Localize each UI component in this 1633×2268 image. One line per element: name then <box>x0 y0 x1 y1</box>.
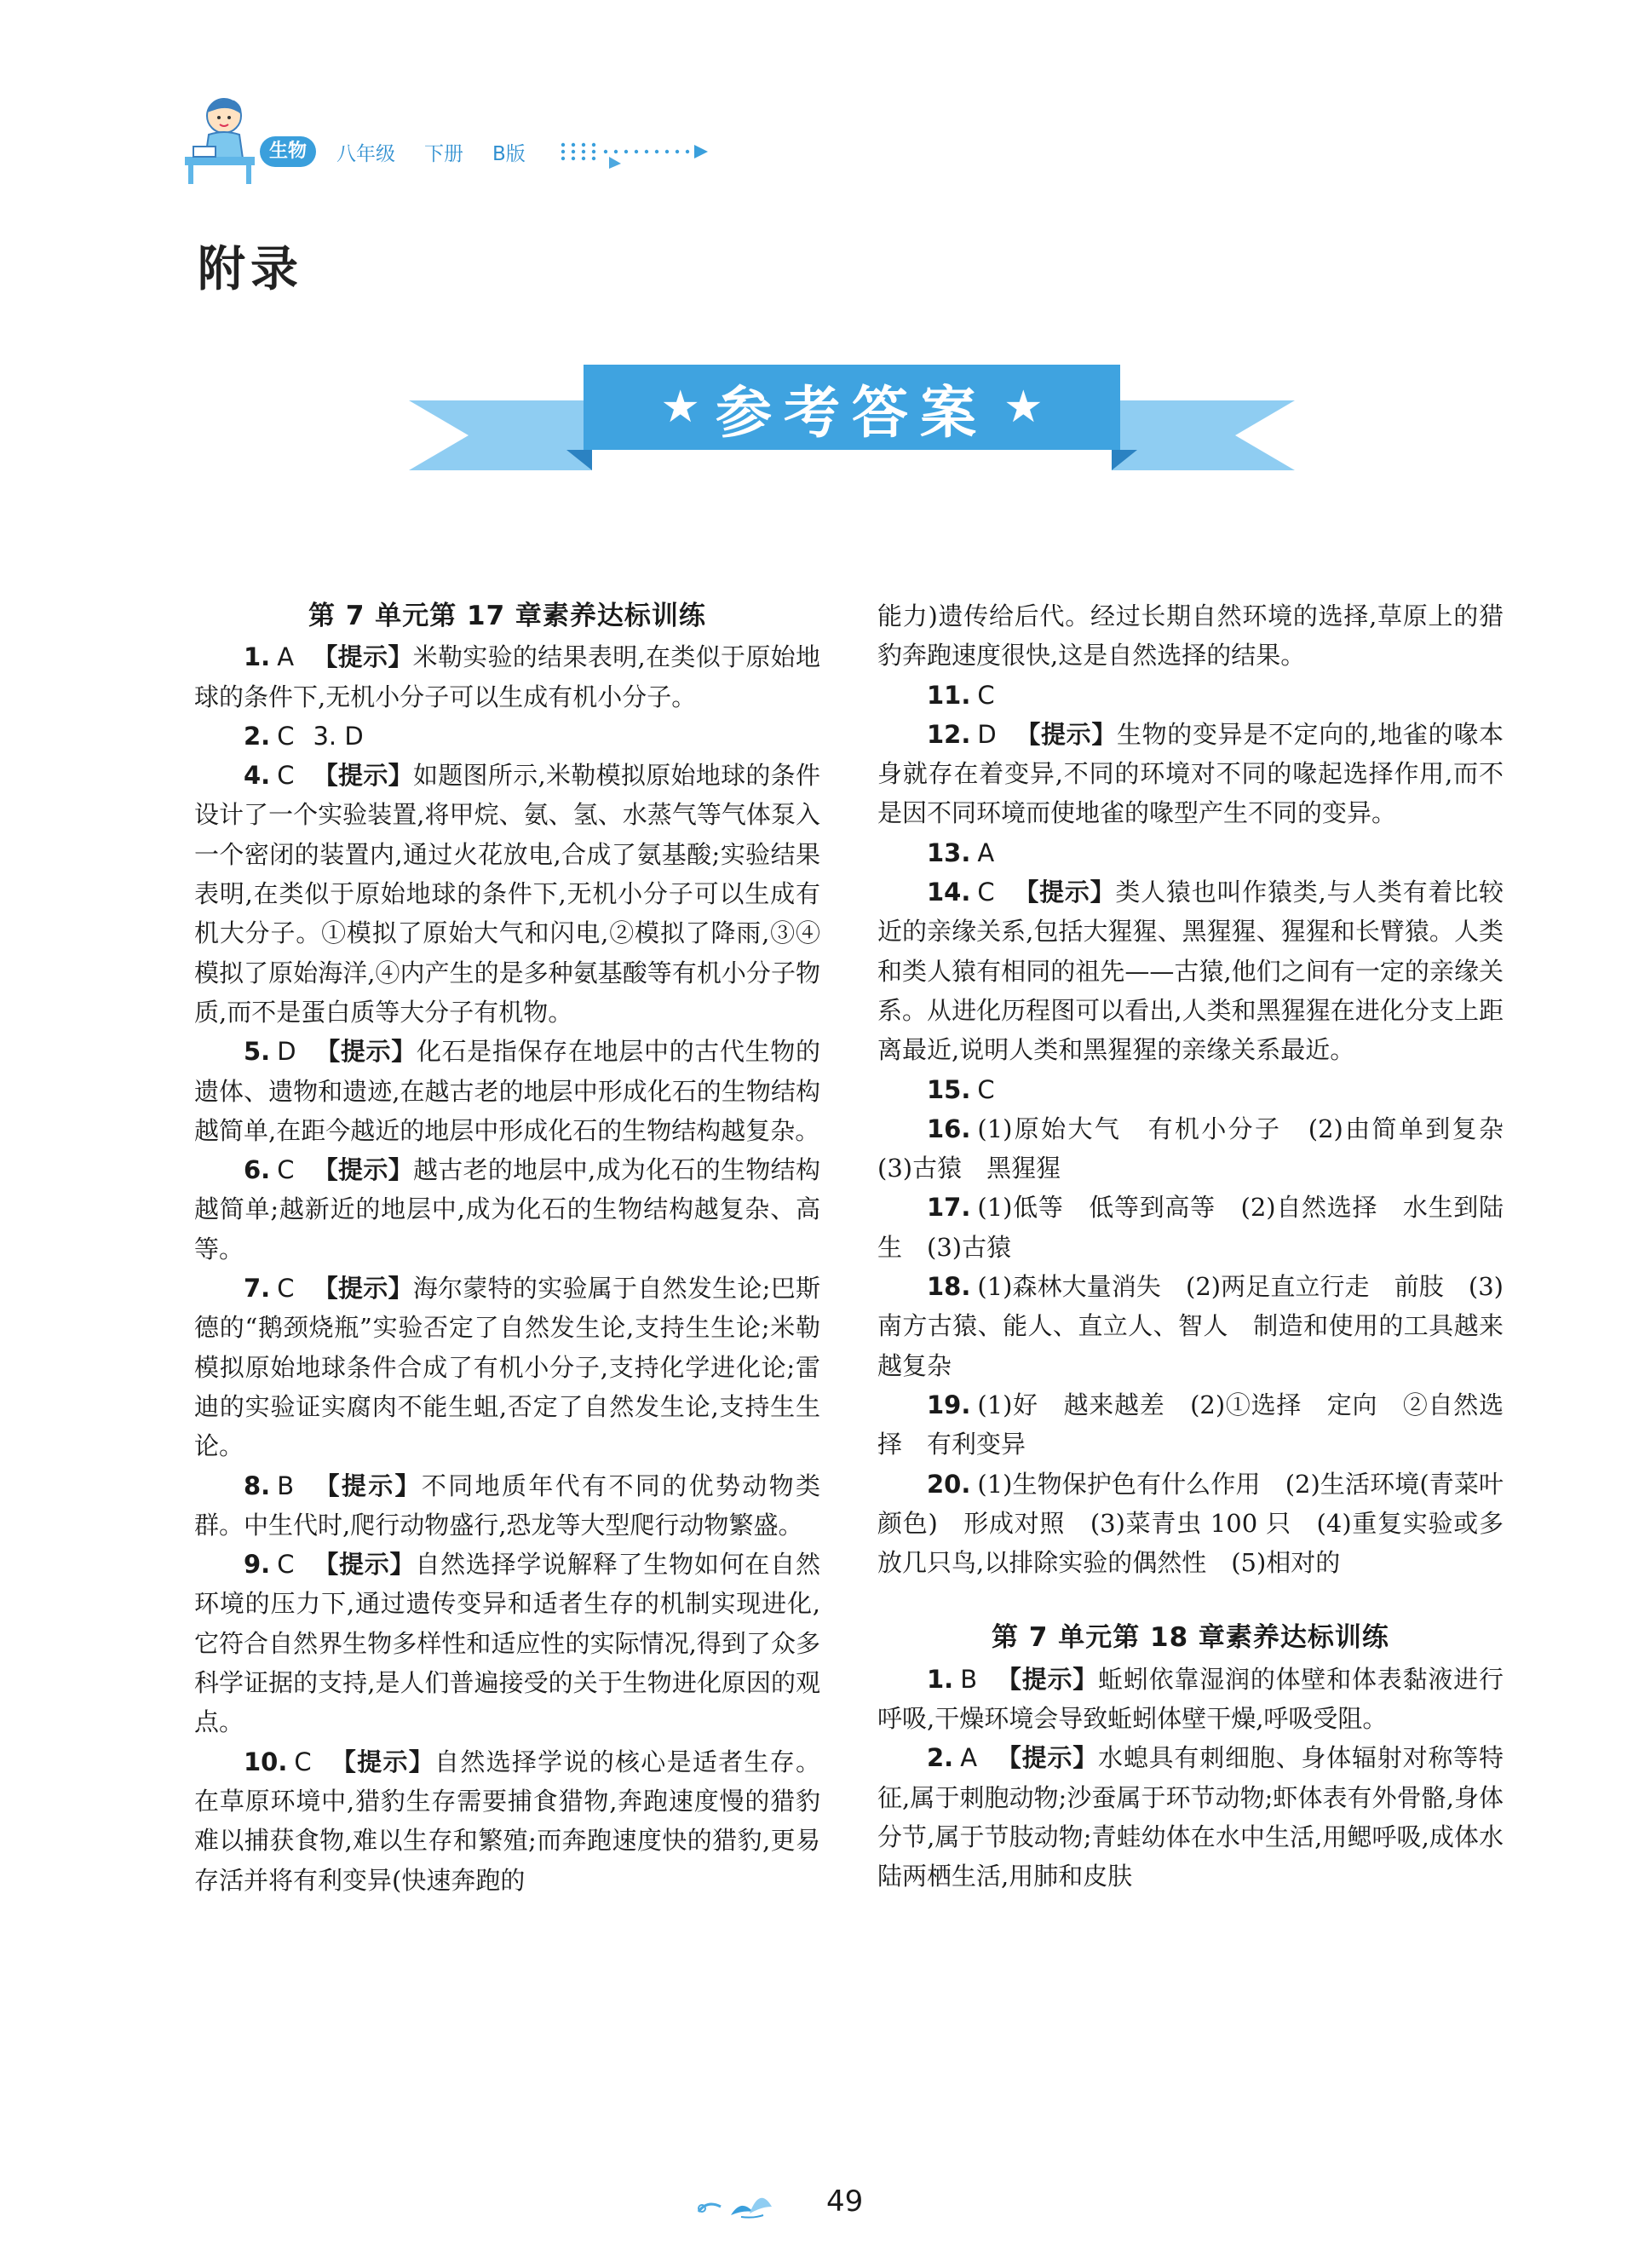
item-answer: B <box>277 1471 295 1500</box>
item-text: 越古老的地层中,成为化石的生物结构越简单;越新近的地层中,成为化石的生物结构越复杂、高等。 <box>194 1155 820 1264</box>
answer-item <box>194 1742 820 1900</box>
answer-item <box>877 1070 1504 1109</box>
page-number: 49 <box>826 2185 864 2219</box>
banner-title: 参考答案 <box>716 379 988 446</box>
answer-item <box>194 1269 820 1465</box>
item-answer: D <box>277 1037 296 1067</box>
answer-item <box>877 1188 1504 1267</box>
hint-label: 【提示】 <box>1013 878 1116 907</box>
item-answer: A <box>977 838 995 867</box>
answer-item <box>194 1466 820 1546</box>
item-continuation: 能力)遗传给后代。经过长期自然环境的选择,草原上的猎豹奔跑速度很快,这是自然选择的结果。 <box>877 602 1504 671</box>
volume-label: 下册 <box>424 142 463 165</box>
appendix-title: 附录 <box>198 242 303 297</box>
item-number: 2. <box>244 721 271 751</box>
item-text: 如题图所示,米勒模拟原始地球的条件设计了一个实验装置,将甲烷、氨、氢、水蒸气等气体泵入一个密闭的装置内,通过火花放电,合成了氨基酸;实验结果表明,在类似于原始地球的条件下,无机小分子可以生成有机大分子。①模拟了原始大气和闪电,②模拟了降雨,③④模拟了原始海洋,④内产生的是多种氨基酸等有机小分子物质,而不是蛋白质等大分子有机物。 <box>194 761 820 1027</box>
item-answer: C <box>294 1747 312 1776</box>
item-answer: C <box>277 1155 295 1185</box>
subject-badge: 生物 <box>260 136 316 167</box>
item-number: 6. <box>244 1155 271 1185</box>
section-title: 第 7 单元第 18 章素养达标训练 <box>992 1622 1389 1654</box>
book-info <box>336 136 526 167</box>
section-title: 第 7 单元第 17 章素养达标训练 <box>308 601 706 631</box>
answer-item <box>877 715 1504 833</box>
answer-item <box>877 1267 1504 1385</box>
item-number: 18. <box>927 1272 971 1302</box>
item-number: 2. <box>927 1743 954 1773</box>
star-icon: ★ <box>1003 382 1044 433</box>
answer-item <box>877 676 1504 715</box>
hint-label: 【提示】 <box>314 1037 417 1067</box>
item-number: 11. <box>927 680 971 710</box>
answer-item <box>877 1465 1504 1583</box>
item-number: 1. <box>244 642 271 672</box>
page-footer <box>690 2181 946 2232</box>
item-text: (1)低等 低等到高等 (2)自然选择 水生到陆生 (3)古猿 <box>877 1193 1504 1262</box>
item-answer: C <box>977 680 995 710</box>
star-icon: ★ <box>660 382 700 433</box>
item-number: 16. <box>927 1114 971 1143</box>
item-text: 类人猿也叫作猿类,与人类有着比较近的亲缘关系,包括大猩猩、黑猩猩、猩猩和长臂猿。人类和类人猿有相同的祖先——古猿,他们之间有一定的亲缘关系。从进化历程图可以看出,人类和黑猩猩在进化分支上距离最近,说明人类和黑猩猩的亲缘关系最近。 <box>877 878 1504 1065</box>
item-number: 20. <box>927 1469 971 1499</box>
page-header <box>183 94 728 187</box>
item-number: 19. <box>927 1390 971 1419</box>
answer-item <box>877 872 1504 1069</box>
answer-item <box>877 1385 1504 1465</box>
answer-item <box>877 1660 1504 1739</box>
item-answer: C <box>277 761 295 791</box>
hint-label: 【提示】 <box>313 761 413 791</box>
hint-label: 【提示】 <box>313 1471 422 1500</box>
hint-label: 【提示】 <box>1015 719 1117 749</box>
item-answer: B <box>960 1664 978 1694</box>
item-text: 水螅具有刺细胞、身体辐射对称等特征,属于刺胞动物;沙蚕属于环节动物;虾体表有外骨骼,身体分节,属于节肢动物;青蛙幼体在水中生活,用鳃呼吸,成体水陆两栖生活,用肺和皮肤 <box>877 1743 1504 1891</box>
answer-key-banner <box>409 358 1295 503</box>
answer-item <box>194 1545 820 1741</box>
answer-item <box>194 637 820 717</box>
answer-item <box>194 717 820 756</box>
item-text: 自然选择学说的核心是适者生存。在草原环境中,猎豹生存需要捕食猎物,奔跑速度慢的猎豹难以捕获食物,难以生存和繁殖;而奔跑速度快的猎豹,更易存活并将有利变异(快速奔跑的 <box>194 1747 820 1895</box>
item-text: (1)原始大气 有机小分子 (2)由简单到复杂 (3)古猿 黑猩猩 <box>877 1114 1529 1183</box>
student-mascot-icon <box>183 94 260 187</box>
answer-item <box>194 1032 820 1150</box>
item-number: 9. <box>244 1550 271 1580</box>
edition-label: B版 <box>492 142 526 165</box>
item-number: 5. <box>244 1037 271 1067</box>
item-text: 自然选择学说解释了生物如何在自然环境的压力下,通过遗传变异和适者生存的机制实现进化,它符合自然界生物多样性和适应性的实际情况,得到了众多科学证据的支持,是人们普遍接受的关于生物进化原因的观点。 <box>194 1550 820 1737</box>
hint-label: 【提示】 <box>313 1155 413 1185</box>
item-number: 4. <box>244 761 271 791</box>
answer-item <box>877 1738 1504 1896</box>
hint-label: 【提示】 <box>313 1550 416 1580</box>
hint-label: 【提示】 <box>996 1664 1099 1694</box>
answer-item <box>877 833 1504 872</box>
item-answer: A <box>277 642 295 672</box>
answer-item <box>877 1109 1529 1189</box>
item-number: 14. <box>927 878 971 907</box>
item-answer: C <box>977 1074 995 1104</box>
item-answer: A <box>960 1743 978 1773</box>
item-text: 海尔蒙特的实验属于自然发生论;巴斯德的“鹅颈烧瓶”实验否定了自然发生论,支持生生论;米勒模拟原始地球条件合成了有机小分子,支持化学进化论;雷迪的实验证实腐肉不能生蛆,否定了自然发生论,支持生生论。 <box>194 1274 820 1461</box>
item-answer: D <box>977 719 997 749</box>
item-text: 3. D <box>313 721 364 751</box>
dotted-arrow-icon <box>558 135 720 169</box>
banner-title-row <box>588 365 1116 450</box>
item-text: 不同地质年代有不同的优势动物类群。中生代时,爬行动物盛行,恐龙等大型爬行动物繁盛。 <box>194 1471 820 1540</box>
item-number: 10. <box>244 1747 288 1776</box>
item-text: 米勒实验的结果表明,在类似于原始地球的条件下,无机小分子可以生成有机小分子。 <box>194 642 820 711</box>
item-number: 12. <box>927 719 971 749</box>
item-text: (1)好 越来越差 (2)①选择 定向 ②自然选择 有利变异 <box>877 1390 1504 1459</box>
item-number: 13. <box>927 838 971 867</box>
item-answer: C <box>277 1550 295 1580</box>
item-number: 15. <box>927 1074 971 1104</box>
item-answer: C <box>277 721 295 751</box>
item-text: (1)森林大量消失 (2)两足直立行走 前肢 (3)南方古猿、能人、直立人、智人 制造和使用的工具越来越复杂 <box>877 1272 1504 1380</box>
item-text: 化石是指保存在地层中的古代生物的遗体、遗物和遗迹,在越古老的地层中形成化石的生物结构越简单,在距今越近的地层中形成化石的生物结构越复杂。 <box>194 1037 820 1145</box>
grade-label: 八年级 <box>336 142 395 165</box>
answer-item <box>194 756 820 1032</box>
leaf-ornament-icon <box>690 2181 818 2224</box>
item-answer: C <box>277 1274 295 1304</box>
item-text: 生物的变异是不定向的,地雀的喙本身就存在着变异,不同的环境对不同的喙起选择作用,而不是因不同环境而使地雀的喙型产生不同的变异。 <box>877 719 1504 828</box>
hint-label: 【提示】 <box>313 1274 413 1304</box>
item-number: 17. <box>927 1193 971 1223</box>
answer-column-right <box>877 596 1529 1897</box>
item-number: 7. <box>244 1274 271 1304</box>
hint-label: 【提示】 <box>996 1743 1099 1773</box>
answer-item <box>194 1150 820 1269</box>
answer-column-left <box>194 596 820 1900</box>
item-answer: C <box>977 878 995 907</box>
item-number: 1. <box>927 1664 954 1694</box>
item-number: 8. <box>244 1471 271 1500</box>
item-text: 蚯蚓依靠湿润的体壁和体表黏液进行呼吸,干燥环境会导致蚯蚓体壁干燥,呼吸受阻。 <box>877 1664 1504 1734</box>
hint-label: 【提示】 <box>330 1747 435 1776</box>
item-text: (1)生物保护色有什么作用 (2)生活环境(青菜叶颜色) 形成对照 (3)菜青虫 100 只 (4)重复实验或多放几只鸟,以排除实验的偶然性 (5)相对的 <box>877 1469 1504 1578</box>
hint-label: 【提示】 <box>313 642 413 672</box>
